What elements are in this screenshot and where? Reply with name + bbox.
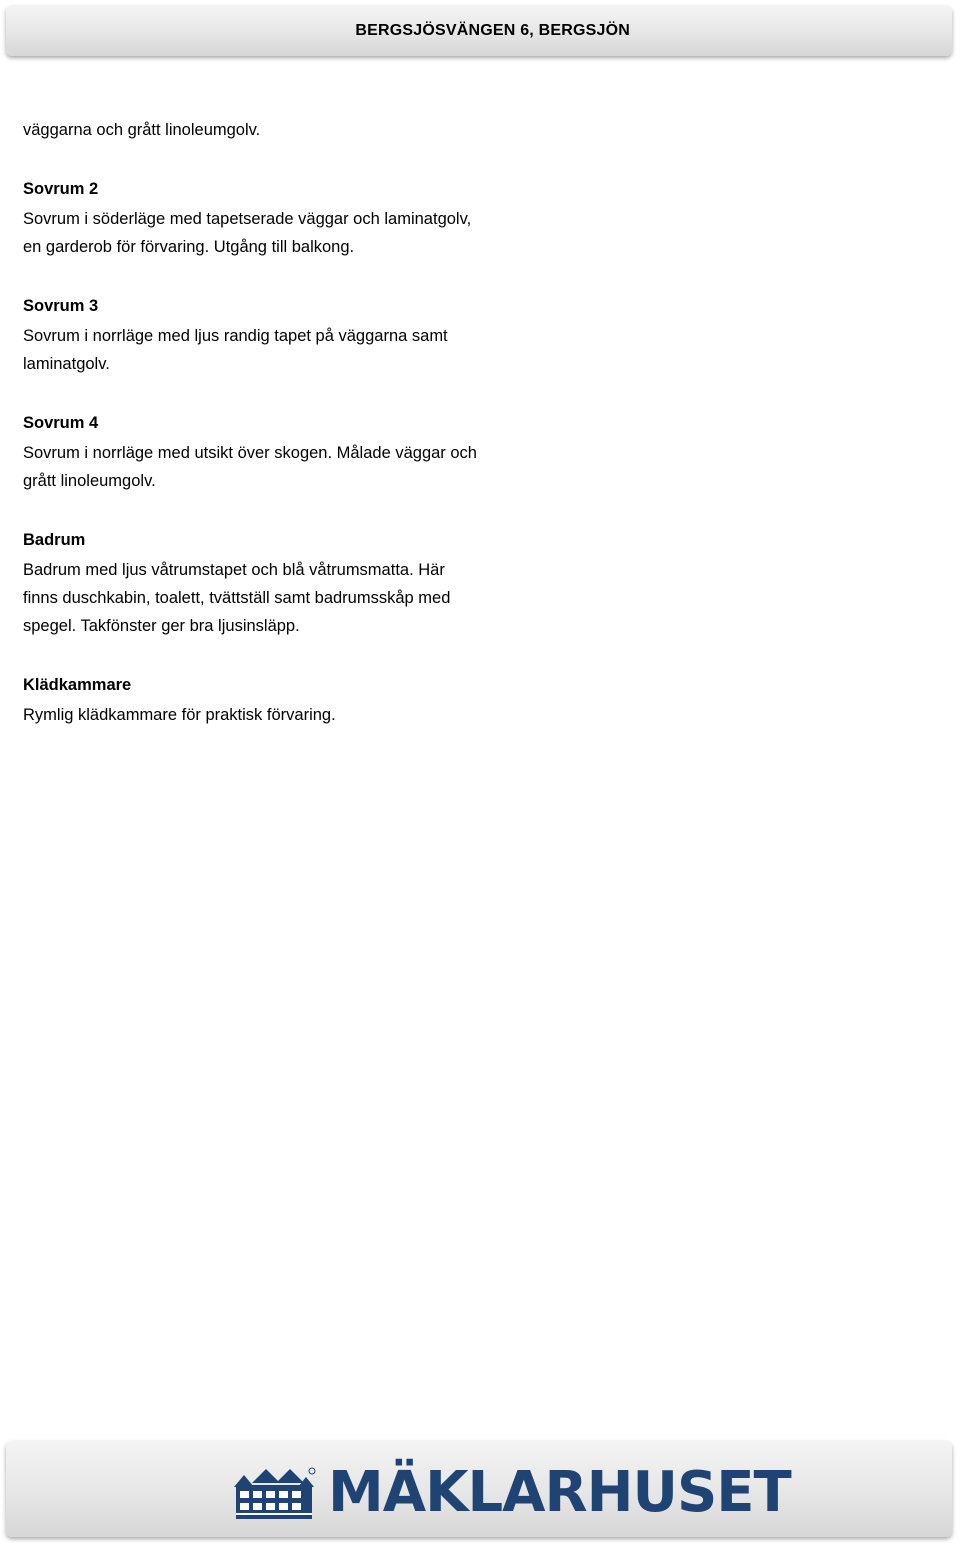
section-heading: Sovrum 2 xyxy=(23,180,99,198)
section-text: Sovrum i söderläge med tapetserade väggar och laminatgolv, en garderob för förvaring. Utgång till balkong. xyxy=(23,210,472,256)
section-text: Sovrum i norrläge med utsikt över skogen. Målade väggar och grått linoleumgolv. xyxy=(23,444,477,490)
section-heading: Klädkammare xyxy=(23,676,132,694)
section-heading: Sovrum 3 xyxy=(23,297,99,315)
footer-bar xyxy=(6,1441,952,1537)
section-sovrum-4 xyxy=(23,409,483,495)
houses-logo-icon xyxy=(232,1465,316,1521)
section-text: Badrum med ljus våtrumstapet och blå våtrumsmatta. Här finns duschkabin, toalett, tvättställ samt badrumsskåp med spegel. Takfönster ger bra ljusinsläpp. xyxy=(23,561,451,635)
maklarhuset-logo xyxy=(232,1460,791,1525)
section-sovrum-2 xyxy=(23,175,483,261)
section-text: Sovrum i norrläge med ljus randig tapet på väggarna samt laminatgolv. xyxy=(23,327,448,373)
section-heading: Badrum xyxy=(23,531,86,549)
page-title: BERGSJÖSVÄNGEN 6, BERGSJÖN xyxy=(355,22,630,39)
header-bar xyxy=(6,6,952,56)
section-kladkammare xyxy=(23,671,483,729)
section-badrum xyxy=(23,526,483,640)
intro-text: väggarna och grått linoleumgolv. xyxy=(23,121,261,139)
section-heading: Sovrum 4 xyxy=(23,414,99,432)
section-text: Rymlig klädkammare för praktisk förvaring. xyxy=(23,706,336,724)
logo-wordmark: MÄKLARHUSET xyxy=(328,1460,791,1525)
document-body xyxy=(23,116,483,760)
section-sovrum-3 xyxy=(23,292,483,378)
